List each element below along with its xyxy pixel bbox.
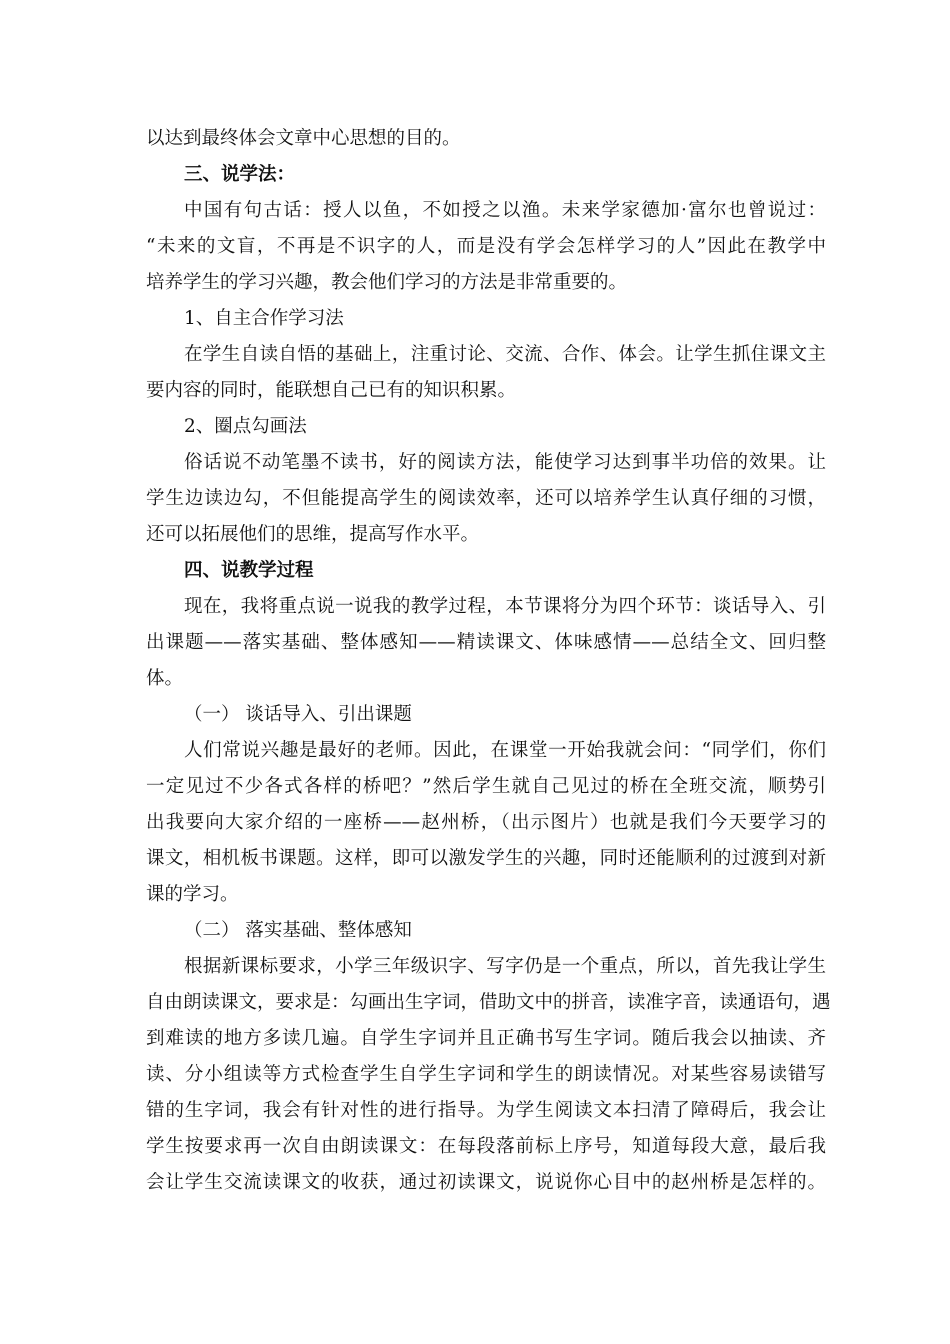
paragraph-line: “未来的文盲，不再是不识字的人，而是没有学会怎样学习的人”因此在教学中 [146, 236, 826, 257]
paragraph-line: 体。 [146, 668, 184, 689]
paragraph-line: 培养学生的学习兴趣，教会他们学习的方法是非常重要的。 [146, 272, 628, 293]
paragraph-line: 人们常说兴趣是最好的老师。因此，在课堂一开始我就会问：“同学们，你们 [184, 740, 826, 761]
section-heading-teaching-process: 四、说教学过程 [184, 560, 314, 581]
paragraph-line: 一定见过不少各式各样的桥吧？”然后学生就自己见过的桥在全班交流，顺势引 [146, 776, 826, 797]
paragraph-line: 学生边读边勾，不但能提高学生的阅读效率，还可以培养学生认真仔细的习惯， [146, 488, 826, 509]
paragraph-line: 会让学生交流读课文的收获，通过初读课文，说说你心目中的赵州桥是怎样的。 [146, 1172, 826, 1193]
section-heading-study-method: 三、说学法： [184, 164, 296, 185]
paragraph-line: 俗话说不动笔墨不读书，好的阅读方法，能使学习达到事半功倍的效果。让 [184, 452, 826, 473]
subheading-annotation-method: 2、圈点勾画法 [184, 416, 307, 437]
paragraph-line: 课的学习。 [146, 884, 239, 905]
paragraph-line: 要内容的同时，能联想自己已有的知识积累。 [146, 380, 517, 401]
paragraph-line: 现在，我将重点说一说我的教学过程，本节课将分为四个环节：谈话导入、引 [184, 596, 826, 617]
subheading-step-two: （二） 落实基础、整体感知 [184, 920, 412, 941]
paragraph-line: 根据新课标要求，小学三年级识字、写字仍是一个重点，所以，首先我让学生 [184, 956, 826, 977]
paragraph-line: 还可以拓展他们的思维，提高写作水平。 [146, 524, 480, 545]
paragraph-line: 自由朗读课文，要求是：勾画出生字词，借助文中的拼音，读准字音，读通语句，遇 [146, 992, 831, 1013]
paragraph-line: 中国有句古话：授人以鱼，不如授之以渔。未来学家德加·富尔也曾说过： [184, 200, 826, 221]
paragraph-line: 读、分小组读等方式检查学生自学生字词和学生的朗读情况。对某些容易读错写 [146, 1064, 826, 1085]
paragraph-line: 出我要向大家介绍的一座桥——赵州桥，（出示图片）也就是我们今天要学习的 [146, 812, 826, 833]
subheading-cooperative-learning: 1、自主合作学习法 [184, 308, 344, 329]
paragraph-line: 在学生自读自悟的基础上，注重讨论、交流、合作、体会。让学生抓住课文主 [184, 344, 826, 365]
paragraph-line: 课文，相机板书课题。这样，即可以激发学生的兴趣，同时还能顺利的过渡到对新 [146, 848, 826, 869]
subheading-step-one: （一） 谈话导入、引出课题 [184, 704, 412, 725]
paragraph-line: 出课题——落实基础、整体感知——精读课文、体味感情——总结全文、回归整 [146, 632, 826, 653]
paragraph-line: 错的生字词，我会有针对性的进行指导。为学生阅读文本扫清了障碍后，我会让 [146, 1100, 826, 1121]
paragraph-line: 到难读的地方多读几遍。自学生字词并且正确书写生字词。随后我会以抽读、齐 [146, 1028, 826, 1049]
paragraph-continuation: 以达到最终体会文章中心思想的目的。 [146, 128, 461, 149]
paragraph-line: 学生按要求再一次自由朗读课文：在每段落前标上序号，知道每段大意，最后我 [146, 1136, 826, 1157]
